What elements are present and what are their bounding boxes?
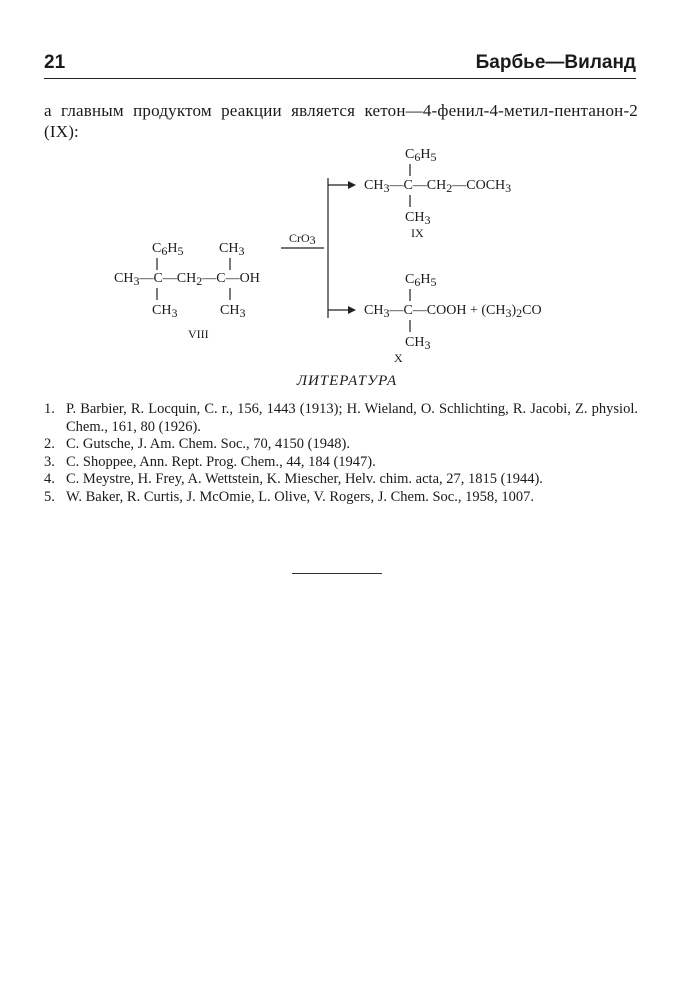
reactant-label: VIII bbox=[188, 327, 209, 341]
reference-text: C. Meystre, H. Frey, A. Wettstein, K. Miescher, Helv. chim. acta, 27, 1815 (1944). bbox=[66, 471, 543, 487]
reactant-viii bbox=[114, 241, 260, 341]
product-x-label: X bbox=[394, 351, 403, 365]
reference-number: 2. bbox=[44, 436, 55, 452]
reference-item bbox=[44, 401, 638, 436]
running-head: Барбье—Виланд bbox=[475, 52, 636, 73]
product-x-methyl-label: CH3 bbox=[405, 335, 431, 352]
reference-item bbox=[44, 489, 638, 507]
reference-item bbox=[44, 436, 638, 454]
reference-number: 3. bbox=[44, 453, 55, 470]
reactant-methyl-top-label: CH3 bbox=[219, 241, 245, 258]
product-x bbox=[364, 272, 542, 365]
references-heading: ЛИТЕРАТУРА bbox=[296, 373, 398, 389]
reference-number: 4. bbox=[44, 471, 55, 487]
reactant-methyl-bottom2-label: CH3 bbox=[220, 303, 246, 320]
reference-item bbox=[44, 471, 638, 489]
product-ix-label: IX bbox=[411, 226, 424, 240]
product-ix-main-chain: CH3—C—CH2—COCH3 bbox=[364, 178, 512, 195]
reactant-methyl-bottom1-label: CH3 bbox=[152, 303, 178, 320]
reagent-label: CrO3 bbox=[289, 231, 316, 247]
reference-text: W. Baker, R. Curtis, J. McOmie, L. Olive, V. Rogers, J. Chem. Soc., 1958, 1007. bbox=[66, 488, 534, 505]
product-ix-methyl-label: CH3 bbox=[405, 210, 431, 227]
page-number: 21 bbox=[44, 52, 66, 73]
end-rule bbox=[292, 573, 382, 574]
reference-number: 1. bbox=[44, 401, 55, 417]
product-ix bbox=[364, 147, 511, 240]
product-ix-phenyl-label: C6H5 bbox=[405, 147, 437, 164]
reference-text: C. Gutsche, J. Am. Chem. Soc., 70, 4150 (1948). bbox=[66, 436, 350, 452]
intro-paragraph: а главным продуктом реакции является кетон—4-фенил-4-метил-пентанон-2 (IX): bbox=[44, 101, 638, 141]
reactant-phenyl-label: C6H5 bbox=[152, 241, 184, 258]
reference-number: 5. bbox=[44, 488, 55, 505]
references-list bbox=[44, 401, 638, 506]
product-x-main-chain: CH3—C—COOH + (CH3)2CO bbox=[364, 303, 542, 320]
product-x-phenyl-label: C6H5 bbox=[405, 272, 437, 289]
reference-text: C. Shoppee, Ann. Rept. Prog. Chem., 44, 184 (1947). bbox=[66, 453, 376, 470]
reference-text: P. Barbier, R. Locquin, C. r., 156, 1443 (1913); H. Wieland, O. Schlichting, R. Jacobi, Z. physiol. Chem., 161, 80 (1926). bbox=[66, 401, 638, 435]
reference-item bbox=[44, 454, 638, 472]
reaction-arrows bbox=[281, 178, 356, 318]
reactant-main-chain: CH3—C—CH2—C—OH bbox=[114, 271, 260, 288]
